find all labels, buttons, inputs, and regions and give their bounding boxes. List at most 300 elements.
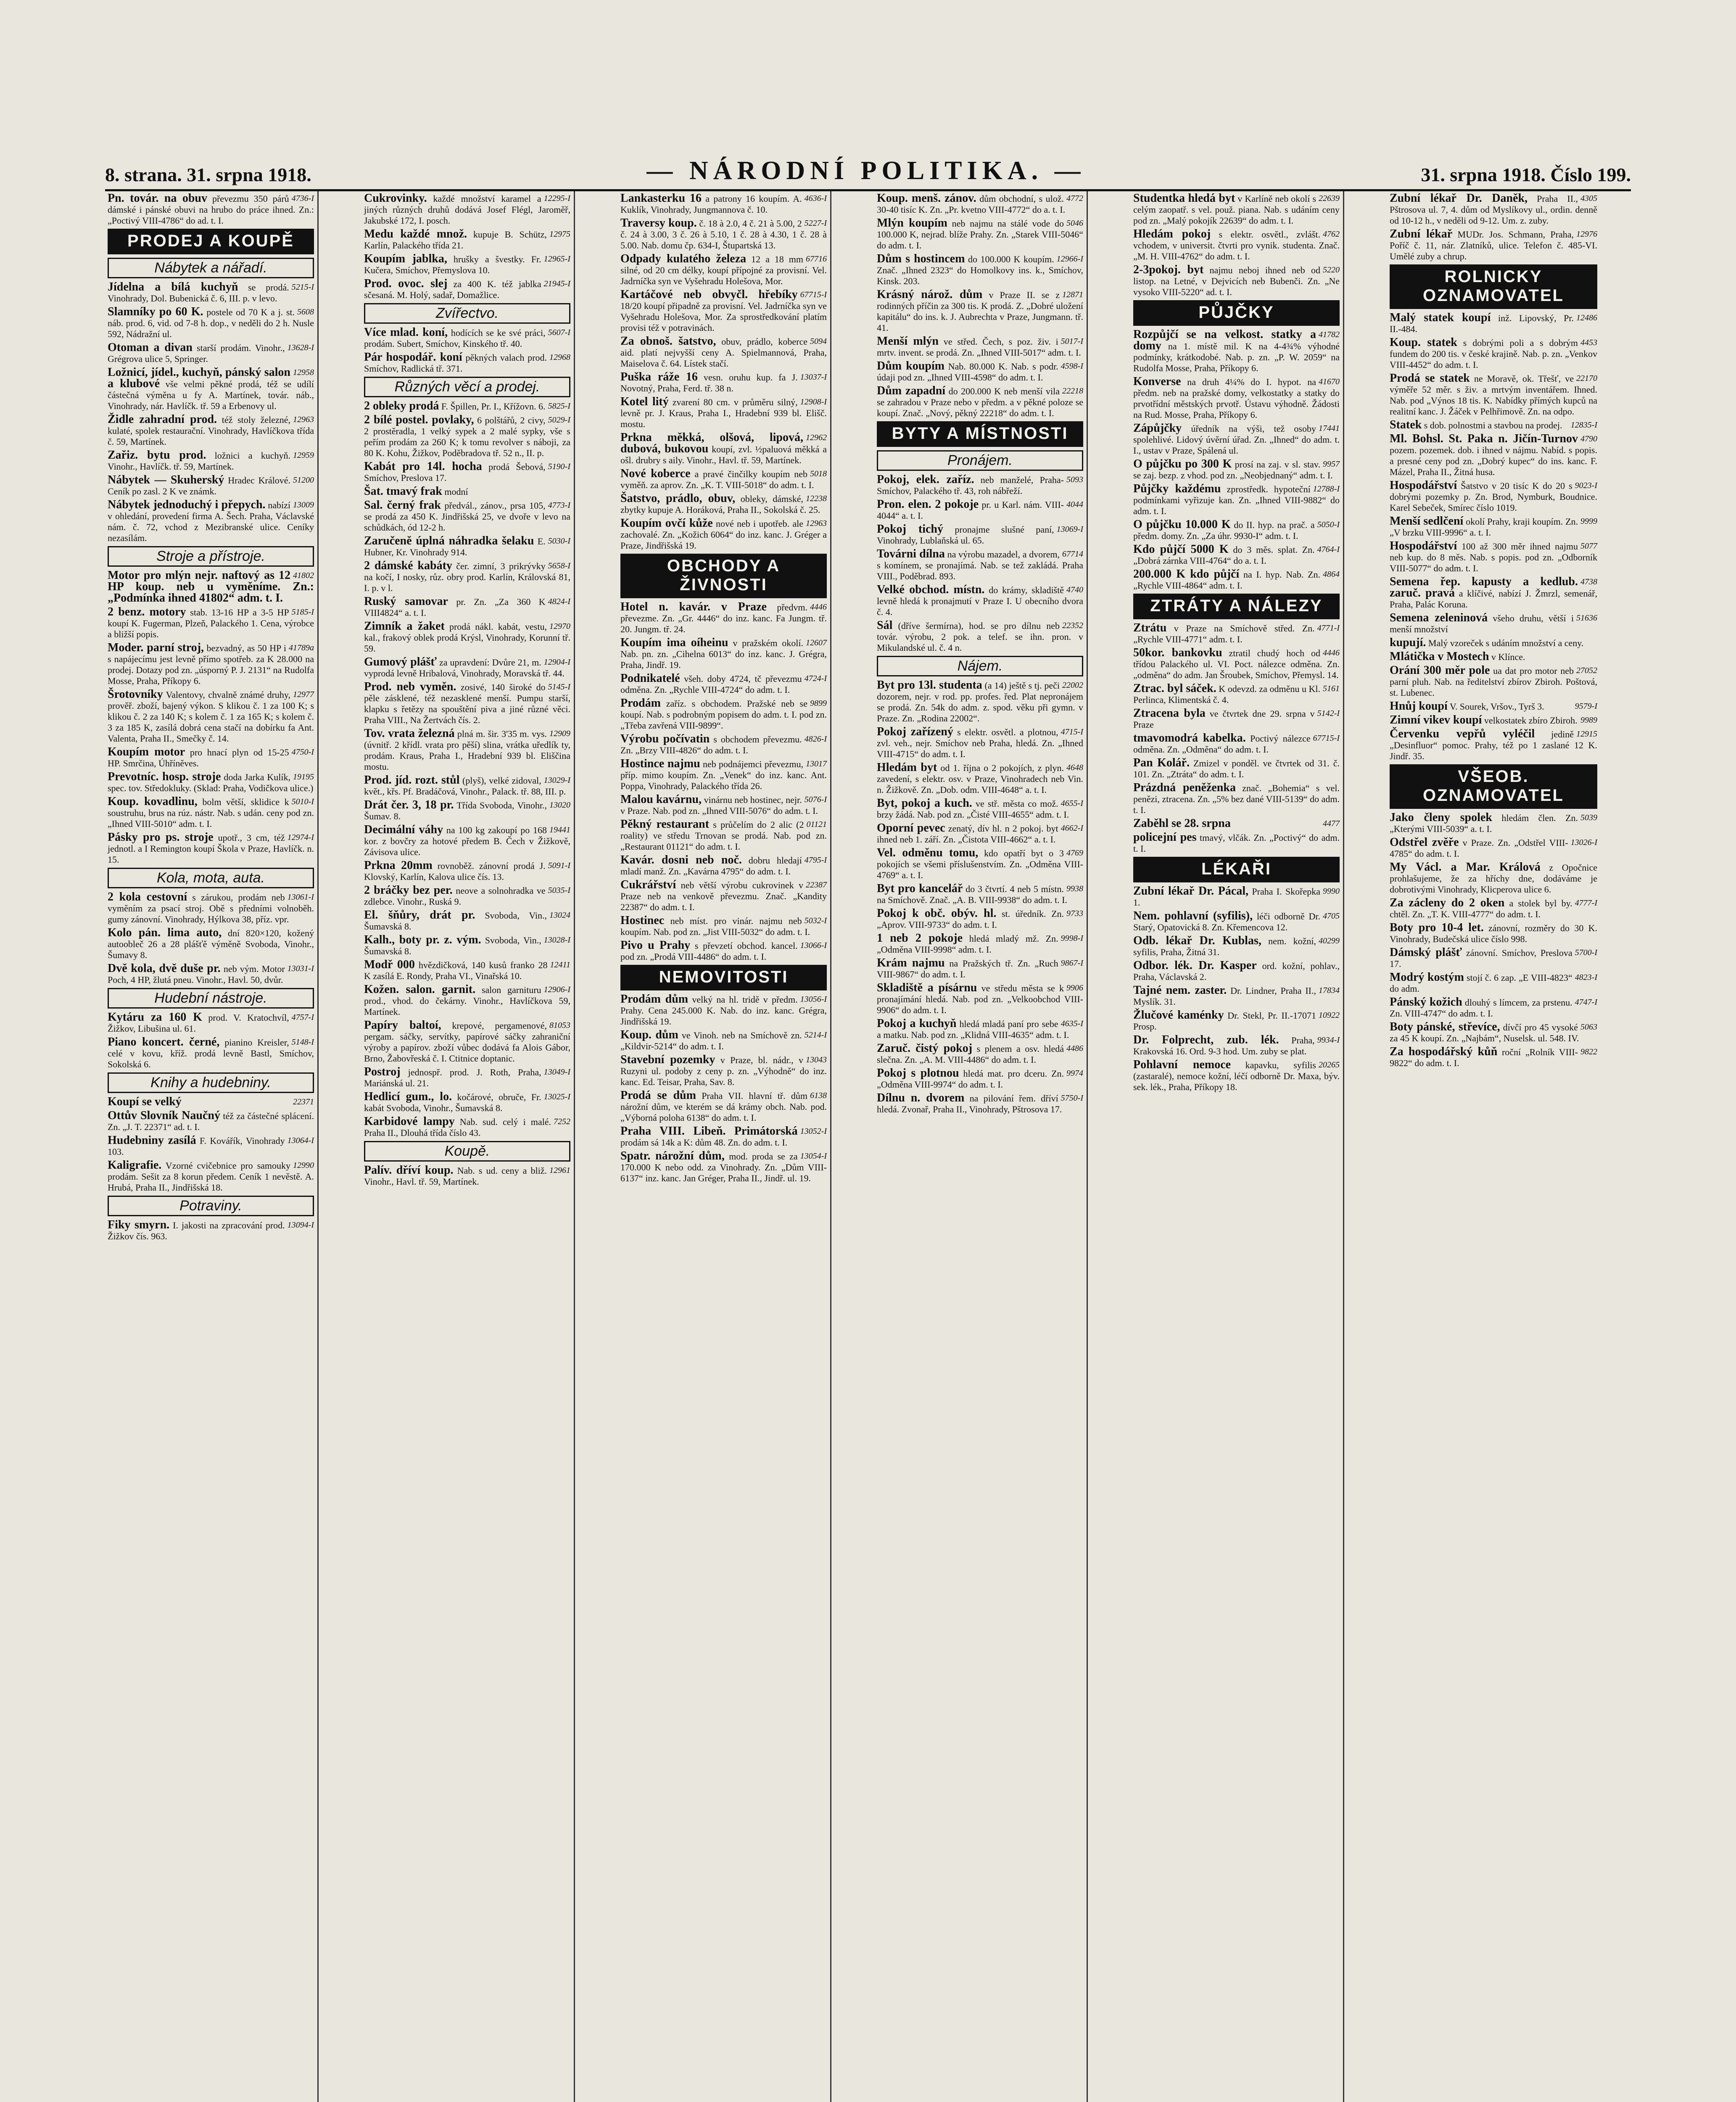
ad-number: 12295-I [543,194,570,203]
ad-headline: Konverse [1133,375,1181,388]
ad-number: 9998-I [1061,934,1083,943]
classified-ad [1133,459,1340,481]
ad-number: 5825-I [548,401,570,411]
ad-text: neb větší výrobu cukrovinek v Praze neb na venkově převezmu. Znač. „Kandity 22387“ do adm. t. I. [620,880,827,912]
ad-text: ve středu města se k pronajímání hledá. Nab. pod zn. „Velkoobchod VIII-9906“ do adm. t. I. [877,983,1083,1015]
subsection-heading: Potraviny. [108,1196,314,1216]
ad-text: 100 až 300 měr ihned najmu neb kup. do 8 měs. Nab. s popis. pod zn. „Odborník VIII-5077“ do adm. t. I. [1390,541,1597,573]
classified-ad [877,584,1083,618]
classified-ad [877,908,1083,930]
ad-text: Zmizel v ponděl. ve čtvrtek od 31. č. 101. Zn. „Ztráta“ do adm. t. I. [1133,758,1340,779]
ad-text: hledá mladá paní pro sebe a matku. Nab. pod zn. „Klidná VIII-4635“ adm. t. I. [877,1019,1069,1040]
classified-ad [1390,837,1597,859]
ad-text: Svoboda, Vin., Šumavská 8. [364,935,541,956]
ad-headline: Hospodářství [1390,539,1457,552]
ad-text: na výrobu mazadel, a dvorem, s komínem, se pronajímá. Nab. se tež zakládá. Praha VIII., Poděbrad. 893. [877,549,1083,581]
ad-text: pronajme slušné paní, Vinohrady, Lublaňská ul. 65. [877,524,1054,546]
classified-ad [877,499,1083,521]
ad-number: 12238 [806,494,827,503]
classified-ad [877,336,1083,358]
classified-ad [108,832,314,865]
classified-ad [1390,613,1597,635]
classified-ad [108,892,314,925]
ad-text: zosivé, 140 široké do pěle zásklené, též nezasklené menší. Pumpu starší, klapku s řetězy na spouštění piva a jiné různé věci. Praha VIII., Na Žertvách čís. 2. [364,682,570,725]
ad-text: E. Hubner, Kr. Vinohrady 914. [364,536,546,557]
classified-ad [1133,519,1340,541]
ad-text: do krámy, skladiště levně hledá k pronajmutí v Praze I. U obecního dvora č. 4. [877,585,1083,617]
ad-columns [105,191,1639,2102]
subsection-heading: Stroje a přístroje. [108,546,314,567]
ad-text: do II. hyp. na prač. a předm. domy. Zn. „Za úhr. 9930-I“ adm. t. I. [1133,520,1315,541]
ad-text: Valentovy, chvalně známé druhy, prověř. zboží, bajený výkon. S klikou č. 1 za 100 K; s klikou č. 2 za 140 K; s kolem č. 1 za 165 K; s kolem č. 3 za 185 K, zasílá dobrá cena stačí na dobírku fa Ant. Valenta, Praha II., Smečky č. 14. [108,689,314,744]
ad-number: 4790 [1580,434,1597,444]
classified-ad [1390,576,1597,610]
ad-headline: Zimník a žaket [364,620,445,633]
section-banner: PŮJČKY [1133,300,1340,326]
ad-text: s průčelím do 2 alic (2 roality) ve středu Trnovan se prodá. Nab. pod zn. „Restaurant 01121“ do adm. t. I. [620,819,827,852]
section-banner: VŠEOB. OZNAMOVATEL [1390,764,1597,809]
ad-headline: Pn. továr. na obuv [108,192,207,205]
ad-text: dlouhý s límcem, za prstenu. Zn. VIII-4747“ do adm. t. I. [1390,997,1572,1019]
ad-text: Malý vzoreček s udáním množství a ceny. [1428,638,1584,648]
classified-ad [108,963,314,985]
ad-number: 9733 [1066,909,1083,918]
ad-number: 41802 [293,571,314,580]
ad-headline: Zápůjčky [1133,422,1182,435]
classified-ad [1390,972,1597,994]
ad-text: v Praze II. se z rodinných příčin za 300 tis. K prodá. Z. „Dobré uložení kapitálu“ do ins. k. J. Aubrechta v Praze, Jungmann. tř. 41. [877,290,1083,333]
ad-headline: Papíry baltoí, [364,1019,441,1032]
ad-headline: Podnikatelé [620,672,680,685]
ad-number: 5029-I [548,415,570,425]
ad-headline: Kotel litý [620,395,669,408]
ad-headline: My Václ. a Mar. Králová [1390,861,1541,874]
ad-number: 5215-I [291,283,314,292]
ad-number: 12904-I [543,658,570,667]
ad-text: velkostatek zbíro Zbiroh. [1484,715,1578,726]
ad-number: 5077 [1580,541,1597,551]
ad-text: s elektr. osvětl. a plotnou, zvl. veh., nejr. Smíchov neb Praha, hledá. Zn. „Ihned VIII-4715“ do adm. t. I. [877,727,1083,759]
ad-headline: Pokoj a kuchyň [877,1017,957,1030]
ad-text: z Opočnice prohlašujeme, že za hříchy dne, dodáváme je dobrotivými Vinohrady, Klicperova ulice 6. [1390,862,1598,895]
ad-number: 5010-I [291,797,314,806]
ad-headline: Koupím jablka, [364,252,447,265]
ad-text: upotř., 3 cm, též jednotl. a I Remington koupí Škola v Praze, Havlíčk. n. 15. [108,832,314,865]
ad-headline: Kytáru za 160 K [108,1011,202,1024]
ad-number: 12411 [550,960,570,969]
ad-text: pro hnací plyn od 15-25 HP. Smrčina, Úhříněves. [108,747,289,768]
ad-headline: Odstřel zvěře [1390,836,1459,849]
classified-ad [364,193,570,226]
ad-headline: Otoman a divan [108,341,193,354]
classified-ad [108,1220,314,1242]
ad-headline: Zaběhl se 28. srpna [1133,817,1231,830]
classified-ad [877,549,1083,582]
ad-number: 12963 [293,415,314,424]
ad-number: 12906-I [543,985,570,994]
classified-ad [1390,1022,1597,1044]
ad-headline: Dílnu n. dvorem [877,1091,965,1104]
ad-number: 5091-I [548,861,570,870]
section-banner: NEMOVITOSTI [620,965,827,990]
ad-text: pr. Zn. „Za 360 K VIII4824“ a. t. I. [364,597,546,618]
ad-text: léči odborně Dr. Starý, Opatovická 8. Zn. Křemencova 12. [1133,911,1320,932]
ad-number: 4747-I [1575,998,1597,1007]
ad-headline: Zaručeně úplná náhradka šelaku [364,534,534,547]
ad-number: 5046 [1066,219,1083,228]
ad-headline: 1 neb 2 pokoje [877,932,963,945]
ad-number: 13043 [806,1055,827,1064]
ad-number: 4453 [1580,338,1597,347]
ad-text: každé množství karamel a jiných různých druhů dodává Josef Flégl, Jaroměř, Jakubské 172, I. posch. [364,193,570,226]
ad-number: 13037-I [800,372,827,382]
ad-number: 12961 [549,1166,570,1175]
ad-text: v Klínce. [1491,652,1525,662]
classified-ad [1133,647,1340,681]
ad-headline: O půjčku 10.000 K [1133,518,1231,531]
ad-number: 12871 [1062,290,1083,299]
ad-headline: Kartáčové neb obvyčl. hřebíky [620,288,798,301]
classified-ad [108,1110,314,1133]
ad-headline: Ztracena byla [1133,707,1206,720]
classified-ad [620,218,827,251]
ad-headline: Semena zeleninová [1390,611,1488,624]
ad-headline: Zařiz. bytu prod. [108,449,206,462]
classified-ad [364,327,570,349]
ad-headline: Kavár. dosni neb noč. [620,853,742,866]
ad-text: dům obchodní, s ulož. 30-40 tisíc K. Zn. „Pr. kvetno VIII-4772“ do a. t. I. [877,193,1066,215]
ad-headline: Koupí se velký [108,1095,182,1108]
ad-number: 9579-I [1575,702,1597,711]
classified-ad [620,855,827,877]
classified-ad [364,728,570,772]
classified-ad [108,342,314,364]
classified-ad [1133,960,1340,982]
ad-text: dívčí pro 45 vysoké za 45 K koupí. Zn. „Najbám“, Nuselsk. ul. 548. IV. [1390,1022,1579,1043]
ad-number: 40299 [1319,936,1340,945]
classified-ad [1133,193,1340,226]
classified-ad [108,642,314,687]
ad-headline: Skladiště a písárnu [877,981,977,994]
ad-headline: Hedlicí gum., lo. [364,1090,452,1103]
ad-text: obleky, dámské, zbytky kupuje A. Horáková, Praha II., Sokolská č. 25. [620,494,821,515]
ad-headline: Motor pro mlýn nejr. naftový as 12 HP koup. neb u vyměníme. Zn.: „Podmínka ihned 41802“ adm. t. I. [108,569,314,605]
ad-text: s obchodem převezmu. Zn. „Brzy VIII-4826“ do adm. t. I. [620,734,802,755]
classified-ad [108,796,314,829]
ad-text: ne Moravě, ok. Třešť, ve výměře 52 měr. s živ. a mrtvým inventářem. Ihned. Nab. pod „Výnos 18 tis. K. Nabídky přímých kupců na realitní kanc. J. Žáček v Pelhřimově. Zn. na odpo. [1390,373,1597,417]
column-2 [361,191,575,2102]
ad-text: (dříve šermírna), hod. se pro dílnu neb továr. výrobu, 2 pok. a telef. se ihn. pron. v Mikulandské ul. č. 4 n. [877,621,1083,653]
ad-headline: Statek [1390,418,1422,431]
classified-ad [877,289,1083,333]
ad-number: 12607 [806,638,827,647]
ad-text: jednospř. prod. J. Roth, Praha, Mariánská ul. 21. [364,1067,541,1088]
ad-headline: Moder. parní stroj, [108,641,204,654]
classified-ad [1390,193,1597,226]
ad-text: do 3 měs. splat. Zn. „Dobrá zárnka VIII-4764“ do a. t. I. [1133,544,1315,566]
ad-headline: Pár hospodář. koní [364,351,462,364]
classified-ad [1133,832,1340,854]
ad-text: Nab. sud. celý i malé. Praha II., Dlouhá třída číslo 43. [364,1117,551,1138]
ad-headline: El. šňůry, drát pr. [364,908,475,922]
classified-ad [1133,708,1340,730]
ad-number: 4044 [1066,500,1083,509]
ad-headline: Za obnoš. šatstvo, [620,335,716,348]
ad-headline: Medu každé množ. [364,227,467,240]
ad-text: do 100.000 K koupím. Znač. „Ihned 2323“ do Homolkovy ins. k., Smíchov, Kinsk. 203. [877,254,1083,286]
classified-ad [877,1018,1083,1040]
ad-number: 4736-I [291,194,314,203]
classified-ad [877,524,1083,546]
ad-headline: Za zácleny do 2 oken [1390,896,1505,909]
ad-text: zenatý, dív hl. n 2 pokoj. byt ihned neb 1. září. Zn. „Čistota VIII-4662“ a. t. I. [877,823,1058,845]
ad-number: 9906 [1066,983,1083,993]
ad-text: Praha VII. hlavní tř. dům nárožní dům, ve kterém se dá krámy obch. Nab. pod. „Výborná poloha 6138“ do adm. t. I. [620,1091,827,1123]
ad-text: zánovní, rozměry do 30 K. Vinohrady, Budečská ulice číslo 998. [1390,923,1597,944]
classified-ad [364,415,570,459]
subsection-heading: Koupě. [364,1141,570,1162]
ad-headline: Boty pro 10-4 let. [1390,921,1484,934]
ad-text: pěkných valach prod. Smíchov, Radlická tř. 371. [364,352,547,374]
classified-ad [1390,541,1597,574]
ad-number: 4771-I [1317,623,1340,633]
ad-text: neb míst. pro vinár. najmu neb koupím. Nab. pod zn. „Jist VIII-5032“ do adm. t. I. [620,916,810,937]
ad-number: 4305 [1580,194,1597,203]
ad-number: 13024 [549,911,570,920]
ad-headline: Kabát pro 14l. hocha [364,460,482,473]
ad-number: 4777-I [1575,898,1597,908]
ad-headline: Gumový plášť [364,655,437,668]
section-banner: BYTY A MÍSTNOSTI [877,421,1083,447]
ad-text: ve čtvrtek dne 29. srpna v Praze [1133,708,1315,730]
ad-text: a stolek byl by. chtěl. Zn. „T. K. VIII-4777“ do adm. t. I. [1390,898,1572,919]
ad-headline: Krám najmu [877,956,945,969]
ad-headline: Koup. dům [620,1028,678,1041]
ad-number: 4824-I [548,597,570,606]
ad-number: 67715-I [800,290,827,299]
ad-text: s elektr. osvětl., zvlášt. vchodem, v universit. čtvrti pro vynik. studenta. Znač. „M. H. VIII-4762“ do adm. t. I. [1133,229,1340,261]
classified-ad [877,883,1083,906]
classified-ad [364,657,570,679]
ad-number: 5039 [1580,813,1597,822]
ad-number: 5018 [810,469,827,478]
ad-number: 4823-I [1575,973,1597,982]
ad-text: postele od 70 K a j. st. náb. prod. 6, vid. od 7-8 h. dop., v neděli do 2 h. Nusle 592, Nádražní ul. [108,307,314,339]
ad-headline: Kolo pán. lima auto, [108,926,222,939]
ad-number: 81053 [549,1021,570,1030]
ad-text: a pravé činčilky koupím neb vyměň. za aprov. Zn. „K. T. VIII-5018“ do adm. t. I. [620,469,814,490]
ad-text: najmu neboj ihned neb od listop. na Letné, v Dejvicích neb Bubenči. Zn. „Ne vysoko VIII-5220“ ad. t. I. [1133,265,1340,297]
ad-headline: Prodám dům [620,993,689,1006]
ad-headline: Více mlad. koní, [364,326,448,339]
ad-text: nabízí v ohledání, provedení firma A. Šech. Praha, Václavské nám. č. 72, vchod z Mezibranské ulice. Ceníky nezasílám. [108,500,314,543]
classified-ad [1133,329,1340,374]
classified-ad [108,1160,314,1193]
ad-headline: Prkna měkká, olšová, lipová, dubová, bukovou [620,431,803,455]
classified-ad [620,372,827,394]
ad-headline: Postroj [364,1065,401,1078]
ad-text: dobru hledají mladí manž. Zn. „Kavárna 4795“ do adm. t. I. [620,855,802,877]
ad-text: všeh. doby 4724, tč převezmu odměna. Zn. „Rychle VIII-4724“ do adm. t. I. [620,673,802,695]
ad-headline: Hledám pokoj [1133,227,1211,240]
ad-headline: Továrni dílna [877,547,945,560]
ad-number: 13031-I [287,964,314,973]
column-4 [874,191,1088,2102]
classified-ad [620,1054,827,1088]
ad-headline: Fiky smyrn. [108,1218,170,1231]
ad-number: 5030-I [548,536,570,546]
classified-ad [620,289,827,333]
ad-text: prod. V. Kratochvíl, Žižkov, Libušina ul. 61. [108,1012,289,1034]
ad-number: 10922 [1319,1011,1340,1020]
ad-number: 22170 [1576,374,1597,383]
classified-ad [620,879,827,913]
classified-ad [1133,886,1340,908]
classified-ad [620,518,827,551]
classified-ad [877,193,1083,215]
ad-text: roční „Rolník VIII-9822“ do adm. t. I. [1390,1047,1578,1068]
ad-number: 7252 [554,1117,570,1126]
ad-number: 5185-I [291,607,314,617]
ad-text: koupí, zvl. ½paluová měkká a ošl. drubry s aily. Vinohr., Havl. tř. 59, Martínek. [620,444,827,465]
ad-text: též stoly železné, kulaté, spolek restaurační. Vinohrady, Havlíčkova třída č. 59, Martínek. [108,415,314,447]
ad-number: 6138 [810,1091,827,1100]
ad-headline: Šat. tmavý frak [364,485,442,498]
classified-ad [108,1012,314,1034]
ad-number: 21945-I [543,279,570,288]
ad-number: 4635-I [1061,1019,1083,1028]
classified-ad [364,596,570,618]
ad-headline: Lankasterku 16 [620,192,702,205]
ad-number: 9990 [1323,887,1340,896]
classified-ad [364,229,570,251]
ad-text: za 400 K. též jablka sčesaná. M. Holý, sadař, Domažlice. [364,279,541,300]
ad-number: 13020 [549,800,570,810]
ad-headline: Nové koberce [620,467,691,480]
ad-text: zánovní. Smíchov, Preslova 17. [1390,948,1572,969]
ad-headline: Rozpůjčí se na velkost. statky a domy [1133,328,1316,352]
ad-number: 12835-I [1570,420,1597,430]
ad-headline: Zaruč. čistý pokoj [877,1042,973,1055]
ad-text: ord. kožní, pohlav., Praha, Václavská 2. [1133,961,1340,982]
ad-text: stojí č. 6 zap. „E VIII-4823“ do adm. [1390,972,1572,994]
ad-headline: Pokoj zařízený [877,725,953,738]
ad-headline: 2 bílé postel. povlaky, [364,413,474,426]
ad-headline: Sal. černý frak [364,499,441,512]
ad-text: ua dat pro motor neb parní pluh. Nab. na ředitelství zbírov Zbiroh. Poštová, st. Lubenec. [1390,665,1597,698]
ad-text: plná m. šir. 3'35 m. vys. (úvnitř. 2 křídl. vrata pro pěší) slina, vrátka uředlík ty, prodám. Kraus, Praha I., Hradební 939 bl. Eliščina mostu. [364,729,570,772]
classified-ad [1390,665,1597,698]
classified-ad [877,1068,1083,1090]
ad-number: 9867-I [1061,959,1083,968]
classified-ad [620,602,827,635]
ad-text: ve střed. Čech, s poz. živ. i mrtv. invent. se prodá. Zn. „Ihned VIII-5017“ adm. t. I. [877,336,1081,358]
classified-ad [364,775,570,797]
ad-headline: Cukrovinky. [364,192,427,205]
ad-headline: Kalh., boty pr. z. vým. [364,933,481,946]
ad-number: 12915 [1576,729,1597,739]
ad-text: za upravdení: Dvůre 21, m. vyprodá levně Hribalová, Vinohrady, Moravská tř. 44. [364,657,565,679]
classified-ad [108,367,314,412]
ad-text: prodá Šebová, Smíchov, Preslova 17. [364,462,546,483]
ad-number: 12977 [293,690,314,699]
ad-headline: Mlátička v Mostech [1390,650,1489,663]
ad-number: 4724-I [804,674,827,683]
ad-number: 13017 [806,759,827,768]
masthead-title: — NÁRODNÍ POLITIKA. — [646,156,1086,185]
ad-number: 5035-I [548,886,570,895]
classified-ad [364,621,570,654]
ad-headline: Ztrátu [1133,621,1167,634]
ad-text: převezmu 350 párů dámské i pánské obuvi na hrubo do práce ihned. Zn.: „Poctivý VIII-4786“ do ad. t. I. [108,193,314,226]
ad-text: st. úředník. Zn. „Aprov. VIII-9733“ do adm. t. I. [877,908,1064,930]
ad-headline: Odb. lékař Dr. Kublas, [1133,934,1261,947]
subsection-heading: Pronájem. [877,450,1083,471]
classified-ad [620,493,827,515]
ad-text: předvm. převezme. Zn. „Gr. 4446“ do inz. kanc. Fa Jungm. tř. 20. Jungm. tř. 24. [620,602,827,634]
classified-ad [1133,1059,1340,1093]
ad-text: v pražském okolí. Nab. pn. zn. „Cihelna 6013“ do inz. kanc. J. Grégra, Praha, Jindř. 19. [620,638,827,670]
ad-text: Svoboda, Vin., Šumavská 8. [364,910,547,932]
ad-number: 22639 [1319,194,1340,203]
ad-number: 9934-I [1317,1035,1340,1045]
ad-text: bolm větší, sklidice k soustruhu, brus na rúz. nástr. Nab. s udán. ceny pod zn. „Ihned VIII-5010“ adm. t. I. [108,797,314,829]
ad-text: bezvadný, as 50 HP i s napájecímu jest levně přímo spotřeb. za K 28.000 na prodej. Dotazy pod zn. „úsporný P. J. 2131“ na Rudolfa Mosse, Praha, Příkopy 6. [108,643,314,686]
classified-ad [108,499,314,544]
ad-text: hledá mladý mž. Zn. „Odměna VIII-9998“ adm. t. I. [877,933,1058,955]
ad-headline: Zimní vikev koupí [1390,713,1482,726]
ad-number: 12975 [549,230,570,239]
ad-headline: kupují. [1390,636,1426,649]
ad-headline: Hledám byt [877,761,937,774]
classified-ad [364,500,570,533]
subsection-heading: Různých věcí a prodej. [364,377,570,397]
ad-headline: Půjčky každému [1133,482,1221,495]
ad-number: 22218 [1062,386,1083,396]
ad-text: nem. kožní, syfilis, Praha, Žitná 31. [1133,936,1317,957]
ad-text: kočárové, obruče, Fr. kabát Svoboda, Vinohr., Šumavská 8. [364,1092,541,1113]
classified-ad [877,1093,1083,1115]
ad-headline: Prod. neb vyměn. [364,680,456,693]
classified-ad [108,1135,314,1157]
ad-text: Nab. s ud. ceny a bliž. Vinohr., Havl. tř. 59, Martínek. [364,1165,547,1187]
ad-number: 67714 [1062,549,1083,559]
subsection-heading: Knihy a hudebniny. [108,1072,314,1093]
ad-number: 13028-I [543,935,570,945]
ad-text: velký na hl. tridě v předm. Prahy. Cena 245.000 K. Nab. do inz. kanc. Grégra, Jindřišská 19. [620,994,827,1027]
classified-ad [364,278,570,301]
ad-headline: Krásný nárož. dům [877,288,983,301]
ad-number: 13009 [293,500,314,510]
classified-ad [877,218,1083,251]
ad-text: mod. proda se za 170.000 K nebo odd. za Vinohrady. Zn. „Dům VIII-6137“ inz. kanc. Jan Gréger, Praha II., Jindř. ul. 19. [620,1151,827,1183]
ad-number: 22002 [1062,681,1083,690]
ad-number: 5063 [1580,1022,1597,1032]
ad-text: I. jakosti na zpracování prod. Žižkov čís. 963. [108,1220,285,1241]
ad-text: vinárnu neb hostinec, nejr. v Praze. Nab. pod zn. „Ihned VIII-5076“ do adm. t. I. [620,795,818,816]
ad-text: ve Vinoh. neb na Smíchově zn. „Kildvir-5214“ do adm. t. I. [620,1030,802,1051]
ad-headline: Dům zapadní [877,384,946,397]
ad-headline: Koup. statek [1390,336,1457,349]
classified-ad [108,306,314,340]
ad-number: 12486 [1576,313,1597,322]
ad-text: jedině „Desinfluor“ pomoc. Prahy, též po 1 zaslané 12 K. Jindř. 35. [1390,729,1597,761]
ad-headline: Pron. elen. 2 pokoje [877,498,979,511]
classified-ad [877,474,1083,496]
ad-text: doda Jarka Kulík, spec. tov. Středokluky. (Sklad: Praha, Vodičkova ulice.) [108,772,314,793]
ad-number: 4648 [1066,763,1083,772]
ad-headline: Vel. odměnu tomu, [877,846,979,859]
